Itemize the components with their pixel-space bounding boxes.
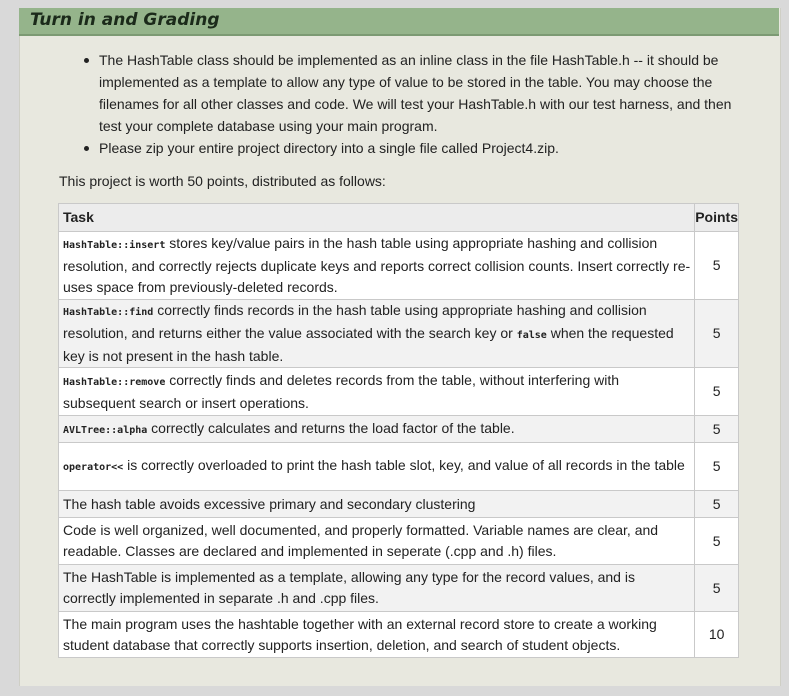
points-cell: 5 [695, 368, 739, 416]
code-term: HashTable::remove [63, 376, 166, 388]
list-item [82, 137, 742, 159]
points-cell: 10 [695, 612, 739, 658]
task-text: correctly calculates and returns the load factor of the table. [147, 419, 515, 436]
points-column-header: Points [695, 204, 739, 232]
points-cell: 5 [695, 491, 739, 518]
points-intro: This project is worth 50 points, distributed as follows: [59, 173, 386, 189]
table-row [59, 232, 739, 300]
task-cell [59, 300, 695, 368]
task-column-header: Task [59, 204, 695, 232]
points-cell: 5 [695, 565, 739, 612]
points-cell: 5 [695, 443, 739, 491]
instructions-list [82, 49, 742, 159]
code-term: HashTable::insert [63, 240, 166, 251]
bullet-icon [84, 58, 89, 63]
code-term: operator<< [63, 462, 124, 473]
bullet-icon [84, 146, 89, 151]
task-text: when the requested key is not present in the hash table. [63, 325, 674, 364]
list-item [82, 49, 742, 137]
table-row [59, 300, 739, 368]
table-row [59, 612, 739, 658]
points-cell: 5 [695, 232, 739, 300]
code-term: HashTable::find [63, 307, 154, 318]
task-text: correctly finds records in the hash table using appropriate hashing and collision resolution, and returns either the value associated with the search key or [63, 302, 647, 341]
table-header-row [59, 204, 739, 232]
list-item-text: The HashTable class should be implemented as an inline class in the file HashTable.h -- it should be implemented as a template to allow any type of value to be stored in the table. You may choose the filenames for all other classes and code. We will test your HashTable.h with our test harness, and then test your complete database using your main program. [99, 52, 732, 134]
task-text: is correctly overloaded to print the hash table slot, key, and value of all records in the table [123, 457, 685, 473]
code-term: false [516, 330, 547, 341]
table-row [59, 491, 739, 518]
task-cell [59, 416, 695, 443]
task-text: correctly finds and deletes records from the table, without interfering with subsequent search or insert operations. [63, 371, 620, 411]
task-text: stores key/value pairs in the hash table using appropriate hashing and collision resolution, and correctly rejects duplicate keys and reports correct collision counts. Insert correctly re-uses space from previously-deleted records. [63, 235, 691, 295]
grading-table [58, 203, 739, 658]
task-cell: The main program uses the hashtable together with an external record store to create a working student database that correctly supports insertion, deletion, and search of student objects. [59, 612, 695, 658]
points-cell: 5 [695, 300, 739, 368]
section-title: Turn in and Grading [30, 10, 220, 30]
table-row [59, 518, 739, 565]
table-row [59, 416, 739, 443]
code-term: AVLTree::alpha [63, 424, 148, 436]
list-item-text: Please zip your entire project directory into a single file called Project4.zip. [99, 140, 559, 156]
points-cell: 5 [695, 416, 739, 443]
table-row [59, 368, 739, 416]
task-cell: The HashTable is implemented as a template, allowing any type for the record values, and is correctly implemented in separate .h and .cpp files. [59, 565, 695, 612]
section-header [19, 8, 779, 36]
task-cell [59, 368, 695, 416]
task-cell [59, 232, 695, 300]
task-cell [59, 443, 695, 491]
table-row [59, 565, 739, 612]
task-cell: The hash table avoids excessive primary and secondary clustering [59, 491, 695, 518]
table-row [59, 443, 739, 491]
points-cell: 5 [695, 518, 739, 565]
task-cell: Code is well organized, well documented, and properly formatted. Variable names are clear, and readable. Classes are declared and implemented in seperate (.cpp and .h) files. [59, 518, 695, 565]
